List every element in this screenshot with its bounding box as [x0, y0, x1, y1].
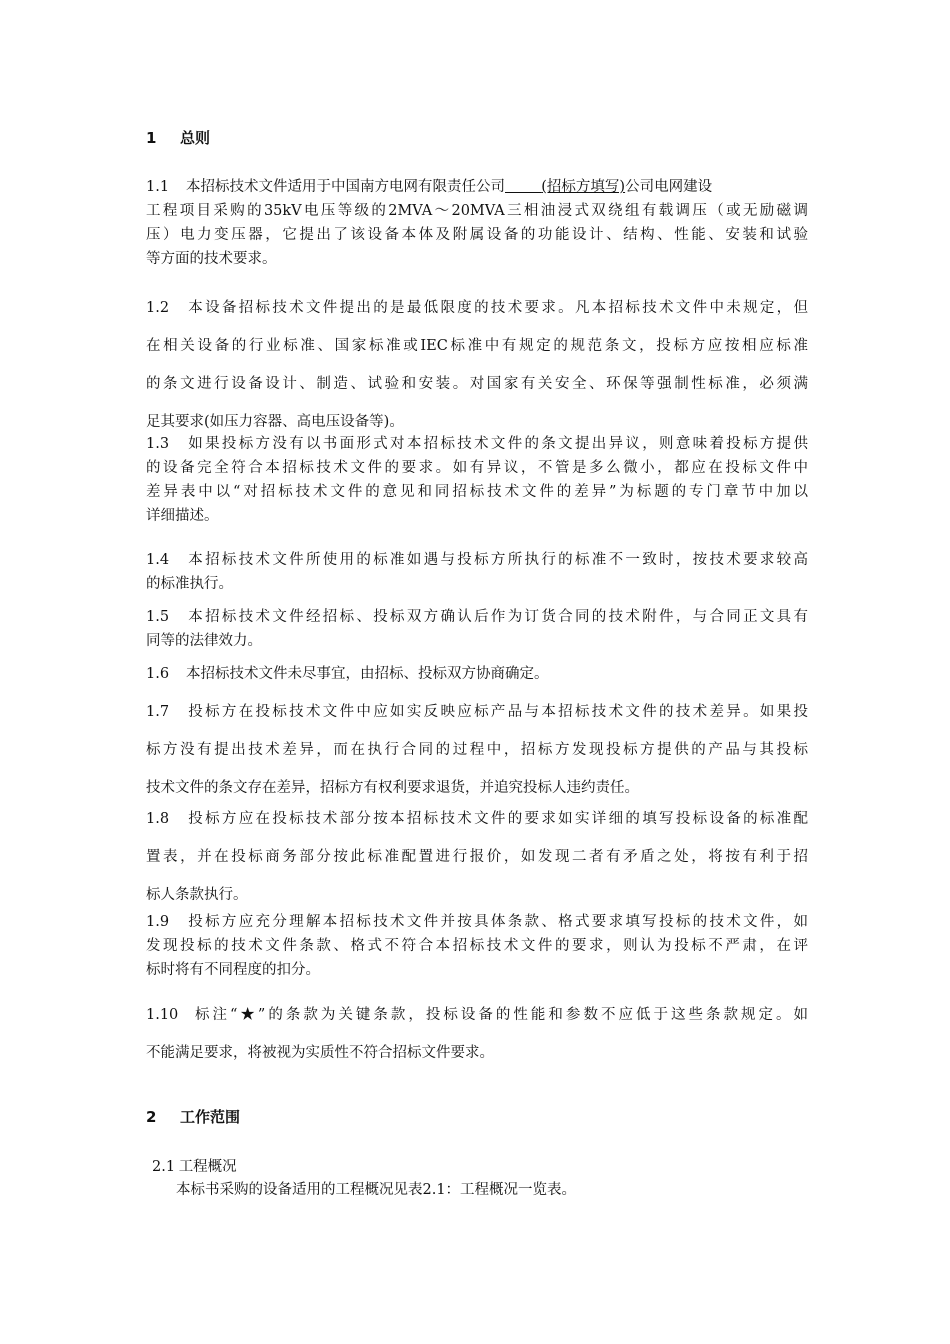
subsection-heading	[152, 1155, 237, 1179]
fill-in-blank: (招标方填写)	[541, 179, 626, 195]
clause-line	[146, 289, 808, 327]
section-heading	[146, 1107, 240, 1127]
clause-1-3	[146, 432, 808, 528]
clause-text: 如果投标方没有以书面形式对本招标技术文件的条文提出异议，则意味着投标方提供	[186, 436, 808, 452]
clause-line: 压）电力变压器，它提出了该设备本体及附属设备的功能设计、结构、性能、安装和试验	[146, 227, 808, 243]
section-number: 1	[146, 129, 157, 147]
clause-text: 公司电网建设	[625, 179, 713, 195]
clause-1-8	[146, 800, 808, 914]
clause-line: 的条文进行设备设计、制造、试验和安装。对国家有关安全、环保等强制性标准，必须满	[146, 376, 808, 392]
clause-line	[146, 175, 808, 199]
clause-line: 发现投标的技术文件条款、格式不符合本招标技术文件的要求，则认为投标不严肃，在评	[146, 938, 808, 954]
clause-1-10	[146, 996, 808, 1072]
clause-number: 1.10	[146, 1007, 179, 1023]
clause-number: 1.1	[146, 179, 170, 195]
clause-text: 本招标技术文件适用于中国南方电网有限责任公司	[186, 179, 505, 195]
clause-number: 1.7	[146, 704, 170, 720]
clause-1-5	[146, 605, 808, 653]
clause-line	[146, 432, 808, 456]
clause-line: 标方没有提出技术差异，而在执行合同的过程中，招标方发现投标方提供的产品与其投标	[146, 742, 808, 758]
clause-text: 投标方在投标技术文件中应如实反映应标产品与本招标技术文件的技术差异。如果投	[186, 704, 808, 720]
clause-line: 不能满足要求，将被视为实质性不符合招标文件要求。	[146, 1045, 494, 1061]
clause-text: 本设备招标技术文件提出的是最低限度的技术要求。凡本招标技术文件中未规定，但	[186, 300, 808, 316]
section-title: 总则	[180, 129, 211, 147]
clause-line	[146, 662, 808, 686]
clause-1-2	[146, 289, 808, 441]
subsection-title: 工程概况	[178, 1159, 237, 1175]
clause-text: 本招标技术文件未尽事宜，由招标、投标双方协商确定。	[186, 666, 549, 682]
clause-1-7	[146, 693, 808, 807]
clause-line: 标人条款执行。	[146, 887, 248, 903]
clause-text: 本招标技术文件经招标、投标双方确认后作为订货合同的技术附件，与合同正文具有	[186, 609, 808, 625]
clause-line: 等方面的技术要求。	[146, 251, 277, 267]
clause-1-9	[146, 910, 808, 982]
clause-line: 标时将有不同程度的扣分。	[146, 962, 320, 978]
clause-line: 足其要求(如压力容器、高电压设备等)。	[146, 414, 404, 430]
subsection-number: 2.1	[152, 1159, 176, 1175]
clause-line: 工程项目采购的35kV电压等级的2MVA～20MVA三相油浸式双绕组有载调压（或无励磁调	[146, 203, 808, 219]
section-number: 2	[146, 1108, 157, 1126]
clause-line	[146, 605, 808, 629]
clause-number: 1.8	[146, 811, 170, 827]
clause-line: 在相关设备的行业标准、国家标准或IEC标准中有规定的规范条文，投标方应按相应标准	[146, 338, 808, 354]
clause-line: 技术文件的条文存在差异，招标方有权利要求退货，并追究投标人违约责任。	[146, 780, 639, 796]
clause-number: 1.2	[146, 300, 170, 316]
clause-line	[146, 800, 808, 838]
section-heading	[146, 128, 210, 148]
clause-number: 1.3	[146, 436, 170, 452]
clause-line	[146, 996, 808, 1034]
clause-1-6	[146, 662, 808, 686]
clause-line: 详细描述。	[146, 508, 219, 524]
clause-text: 投标方应充分理解本招标技术文件并按具体条款、格式要求填写投标的技术文件，如	[186, 914, 808, 930]
clause-line: 的标准执行。	[146, 576, 233, 592]
clause-number: 1.5	[146, 609, 170, 625]
clause-number: 1.9	[146, 914, 170, 930]
clause-line: 同等的法律效力。	[146, 633, 262, 649]
clause-line	[146, 693, 808, 731]
clause-number: 1.4	[146, 552, 170, 568]
clause-text: 标注“★”的条款为关键条款，投标设备的性能和参数不应低于这些条款规定。如	[192, 1007, 808, 1023]
subsection-text: 本标书采购的设备适用的工程概况见表2.1：工程概况一览表。	[176, 1182, 577, 1198]
clause-line: 的设备完全符合本招标技术文件的要求。如有异议，不管是多么微小，都应在投标文件中	[146, 460, 808, 476]
clause-line: 置表，并在投标商务部分按此标准配置进行报价，如发现二者有矛盾之处，将按有利于招	[146, 849, 808, 865]
clause-line	[146, 910, 808, 934]
clause-1-1	[146, 175, 808, 271]
clause-text: 投标方应在投标技术部分按本招标技术文件的要求如实详细的填写投标设备的标准配	[186, 811, 808, 827]
clause-text: 本招标技术文件所使用的标准如遇与投标方所执行的标准不一致时，按技术要求较高	[186, 552, 808, 568]
clause-line	[146, 548, 808, 572]
section-title: 工作范围	[180, 1108, 241, 1126]
clause-1-4	[146, 548, 808, 596]
clause-line: 差异表中以“对招标技术文件的意见和同招标技术文件的差异”为标题的专门章节中加以	[146, 484, 808, 500]
clause-number: 1.6	[146, 666, 170, 682]
